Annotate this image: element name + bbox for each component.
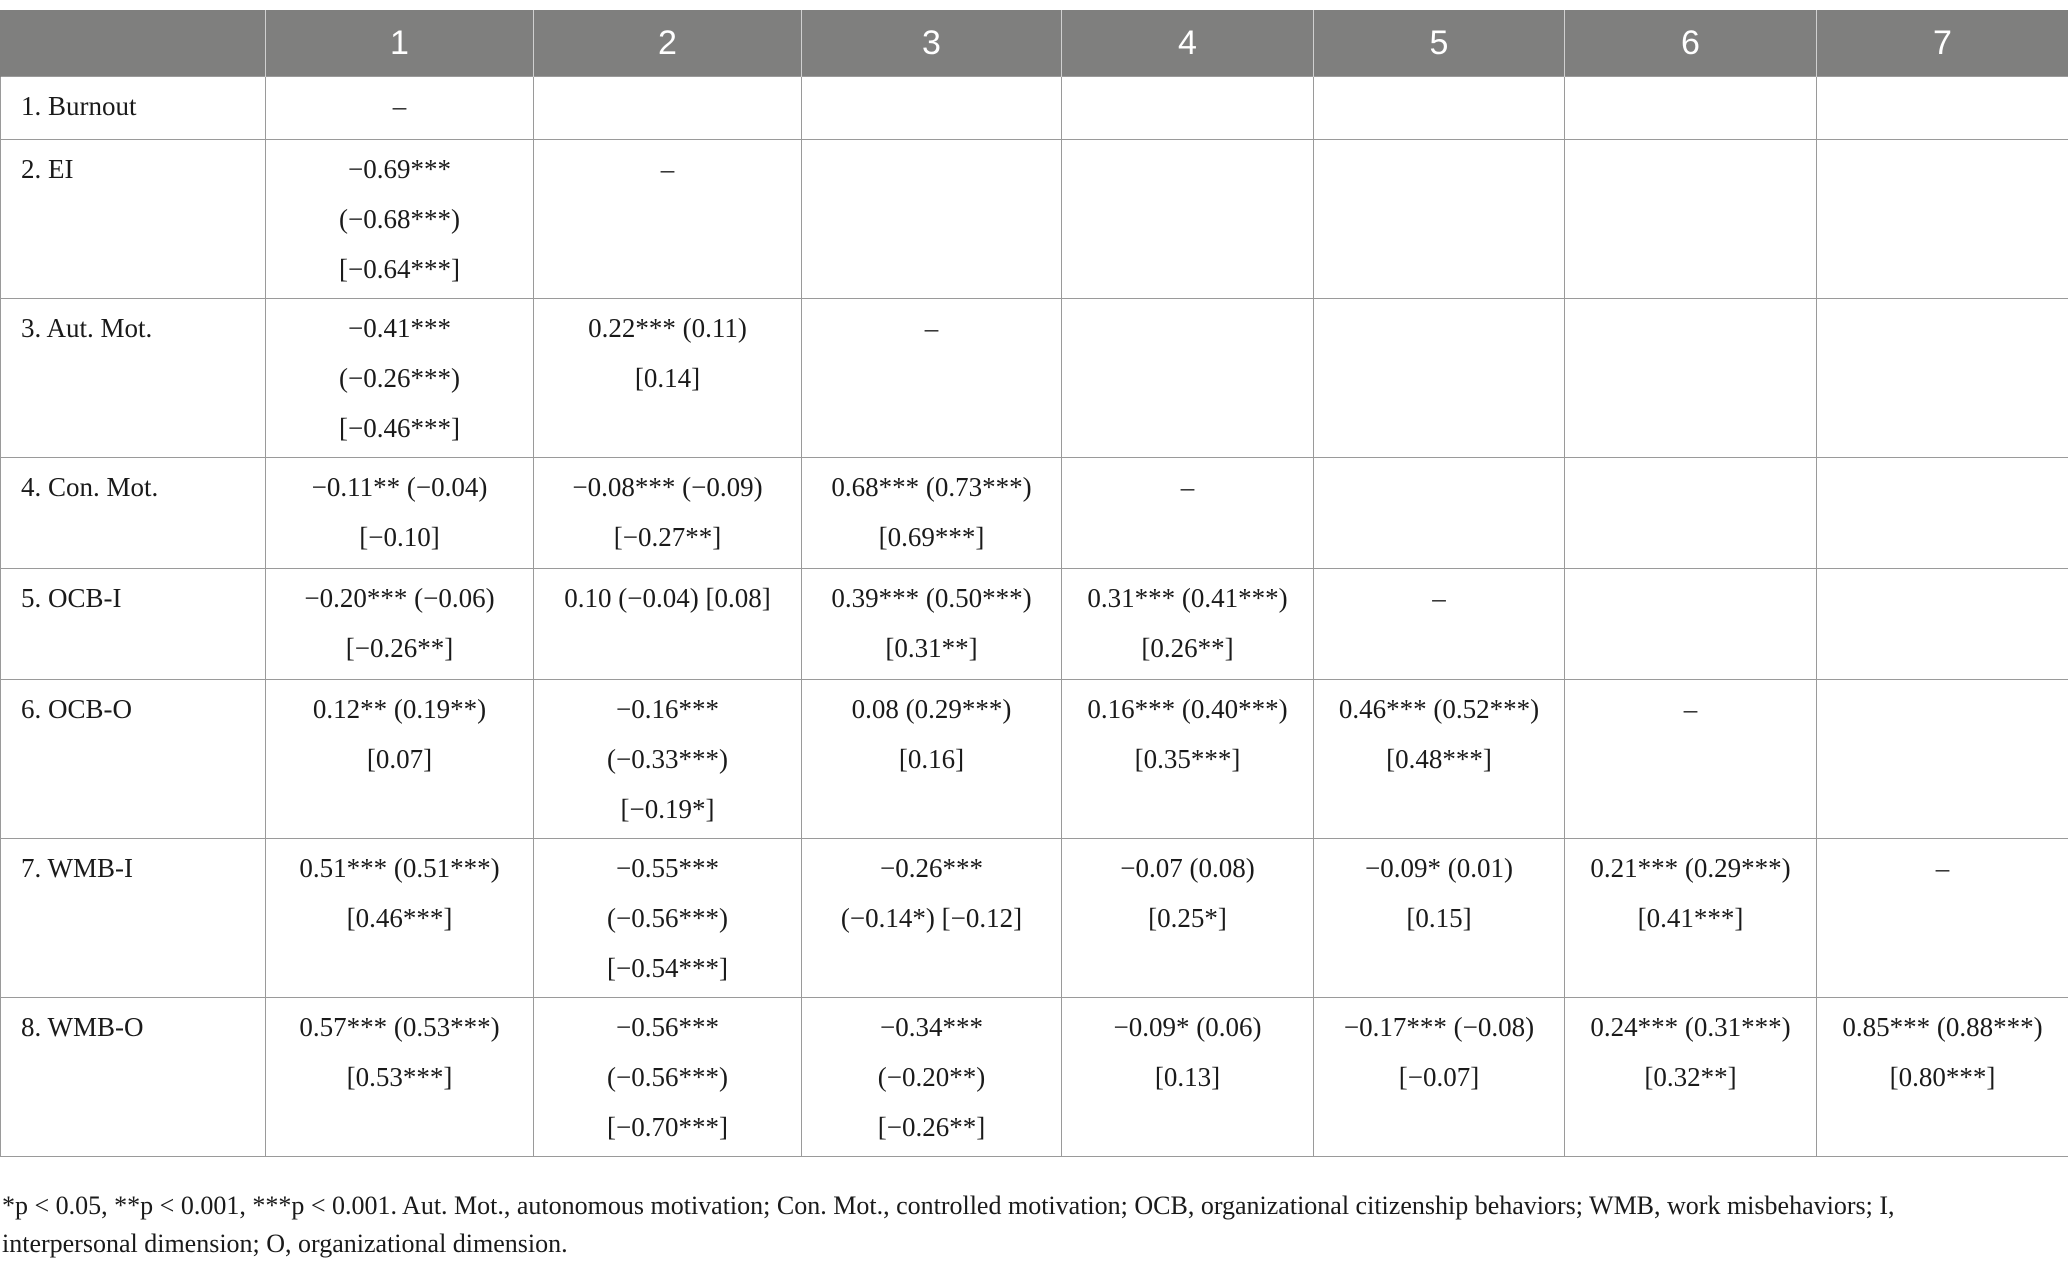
cell-value-line: (−0.68***) bbox=[339, 204, 460, 234]
header-row bbox=[1, 10, 2068, 77]
cell-value-line: [0.14] bbox=[634, 363, 701, 393]
cell-value-line: −0.34*** bbox=[880, 1012, 983, 1042]
cell-value-line: 0.51*** (0.51***) bbox=[299, 853, 500, 883]
cell-value-line: [0.46***] bbox=[346, 903, 453, 933]
cell-value-line: 0.22*** (0.11) bbox=[588, 313, 747, 343]
correlation-cell bbox=[1817, 77, 2068, 140]
correlation-cell bbox=[266, 998, 534, 1157]
correlation-cell bbox=[534, 299, 802, 458]
cell-value-line: −0.09* (0.01) bbox=[1365, 853, 1513, 883]
cell-value-line: [−0.64***] bbox=[339, 254, 460, 284]
correlation-cell bbox=[802, 299, 1062, 458]
correlation-cell bbox=[1314, 680, 1565, 839]
correlation-cell bbox=[1817, 998, 2068, 1157]
cell-value-line: 0.21*** (0.29***) bbox=[1590, 853, 1791, 883]
cell-value-line: (−0.14*) [−0.12] bbox=[840, 903, 1023, 933]
cell-value-line: 0.85*** (0.88***) bbox=[1842, 1012, 2043, 1042]
cell-value-line: [−0.19*] bbox=[620, 794, 715, 824]
cell-value-line: −0.16*** bbox=[616, 694, 719, 724]
table-row bbox=[1, 299, 2068, 458]
correlation-cell bbox=[534, 569, 802, 680]
cell-value-line: 0.08 (0.29***) bbox=[851, 694, 1012, 724]
cell-value-line: 0.68*** (0.73***) bbox=[831, 472, 1032, 502]
correlation-cell bbox=[802, 998, 1062, 1157]
correlation-cell bbox=[1062, 569, 1314, 680]
cell-value-line: 0.46*** (0.52***) bbox=[1338, 694, 1540, 724]
cell-value-line: [0.53***] bbox=[346, 1062, 453, 1092]
cell-value-line: [0.48***] bbox=[1386, 744, 1492, 774]
cell-value-line: (−0.33***) bbox=[607, 744, 728, 774]
header-cell-corner bbox=[1, 10, 266, 77]
correlation-cell bbox=[534, 140, 802, 299]
correlation-cell bbox=[802, 839, 1062, 998]
correlation-cell bbox=[1314, 839, 1565, 998]
correlation-cell bbox=[1565, 569, 1817, 680]
correlation-cell bbox=[802, 458, 1062, 569]
correlation-cell bbox=[534, 839, 802, 998]
row-label: 2. EI bbox=[1, 140, 266, 299]
row-label: 8. WMB-O bbox=[1, 998, 266, 1157]
table-row bbox=[1, 458, 2068, 569]
row-label: 5. OCB-I bbox=[1, 569, 266, 680]
cell-value-line: −0.41*** bbox=[348, 313, 451, 343]
cell-value-line: −0.55*** bbox=[616, 853, 719, 883]
cell-value-line: [−0.70***] bbox=[607, 1112, 728, 1142]
cell-value-line: (−0.26***) bbox=[339, 363, 460, 393]
correlation-cell bbox=[1565, 680, 1817, 839]
cell-value-line: 0.31*** (0.41***) bbox=[1087, 583, 1288, 613]
cell-value-line: [−0.26**] bbox=[877, 1112, 986, 1142]
cell-value-line: [0.15] bbox=[1406, 903, 1472, 933]
correlation-cell bbox=[1314, 140, 1565, 299]
cell-value-line: [0.25*] bbox=[1148, 903, 1227, 933]
row-label: 6. OCB-O bbox=[1, 680, 266, 839]
correlation-cell bbox=[1817, 458, 2068, 569]
row-label: 7. WMB-I bbox=[1, 839, 266, 998]
row-label: 4. Con. Mot. bbox=[1, 458, 266, 569]
correlation-cell bbox=[802, 140, 1062, 299]
header-cell-2: 2 bbox=[534, 10, 802, 77]
cell-value-line: (−0.20**) bbox=[877, 1062, 986, 1092]
header-cell-5: 5 bbox=[1314, 10, 1565, 77]
cell-value-line: [−0.07] bbox=[1398, 1062, 1480, 1092]
correlation-cell bbox=[1565, 77, 1817, 140]
cell-value-line: [−0.46***] bbox=[339, 413, 460, 443]
footnote-line-1: *p < 0.05, **p < 0.001, ***p < 0.001. Aut. Mot., autonomous motivation; Con. Mot., controlled motivation; OCB, organizational citizenship behaviors; WMB, work misbehaviors; I, bbox=[2, 1191, 1895, 1220]
cell-value-line: [−0.54***] bbox=[607, 953, 728, 983]
correlation-cell bbox=[266, 299, 534, 458]
header-cell-7: 7 bbox=[1817, 10, 2068, 77]
correlation-cell bbox=[1314, 569, 1565, 680]
cell-value-line: −0.09* (0.06) bbox=[1113, 1012, 1262, 1042]
cell-value-line: [0.32**] bbox=[1644, 1062, 1737, 1092]
correlation-cell bbox=[266, 569, 534, 680]
cell-value-line: [0.16] bbox=[898, 744, 965, 774]
correlation-cell bbox=[1817, 569, 2068, 680]
correlation-cell bbox=[1817, 680, 2068, 839]
cell-value-line: [0.26**] bbox=[1141, 633, 1234, 663]
table-row bbox=[1, 680, 2068, 839]
correlation-cell bbox=[1314, 77, 1565, 140]
row-label: 3. Aut. Mot. bbox=[1, 299, 266, 458]
correlation-cell bbox=[1062, 458, 1314, 569]
cell-value-line: – bbox=[1683, 694, 1698, 724]
cell-value-line: 0.24*** (0.31***) bbox=[1590, 1012, 1791, 1042]
correlation-cell bbox=[1062, 77, 1314, 140]
correlation-cell bbox=[802, 680, 1062, 839]
cell-value-line: [−0.27**] bbox=[613, 522, 722, 552]
correlation-cell bbox=[534, 458, 802, 569]
cell-value-line: – bbox=[924, 313, 939, 343]
cell-value-line: [−0.10] bbox=[359, 522, 440, 552]
cell-value-line: 0.39*** (0.50***) bbox=[831, 583, 1032, 613]
correlation-cell bbox=[266, 680, 534, 839]
correlation-cell bbox=[534, 998, 802, 1157]
cell-value-line: −0.11** (−0.04) bbox=[311, 472, 488, 502]
correlation-cell bbox=[266, 77, 534, 140]
cell-value-line: 0.12** (0.19**) bbox=[312, 694, 487, 724]
correlation-cell bbox=[1062, 839, 1314, 998]
header-cell-4: 4 bbox=[1062, 10, 1314, 77]
cell-value-line: 0.57*** (0.53***) bbox=[299, 1012, 500, 1042]
table-row bbox=[1, 77, 2068, 140]
correlation-cell bbox=[534, 77, 802, 140]
header-cell-6: 6 bbox=[1565, 10, 1817, 77]
cell-value-line: [0.31**] bbox=[885, 633, 978, 663]
cell-value-line: – bbox=[1180, 472, 1195, 502]
table-body bbox=[1, 77, 2068, 1157]
cell-value-line: −0.07 (0.08) bbox=[1120, 853, 1255, 883]
cell-value-line: −0.26*** bbox=[880, 853, 983, 883]
correlation-cell bbox=[1314, 458, 1565, 569]
correlation-cell bbox=[1817, 140, 2068, 299]
correlation-table-container bbox=[0, 10, 2068, 1157]
correlation-table bbox=[0, 10, 2068, 1157]
correlation-cell bbox=[266, 458, 534, 569]
correlation-cell bbox=[1314, 299, 1565, 458]
correlation-cell bbox=[802, 569, 1062, 680]
table-row bbox=[1, 998, 2068, 1157]
cell-value-line: −0.20*** (−0.06) bbox=[304, 583, 495, 613]
cell-value-line: – bbox=[1432, 583, 1446, 613]
cell-value-line: 0.16*** (0.40***) bbox=[1087, 694, 1288, 724]
cell-value-line: – bbox=[1935, 853, 1950, 883]
correlation-cell bbox=[1062, 299, 1314, 458]
correlation-cell bbox=[266, 140, 534, 299]
correlation-cell bbox=[1817, 839, 2068, 998]
correlation-cell bbox=[1565, 998, 1817, 1157]
cell-value-line: [0.07] bbox=[366, 744, 433, 774]
cell-value-line: −0.69*** bbox=[348, 154, 451, 184]
correlation-cell bbox=[266, 839, 534, 998]
correlation-cell bbox=[1062, 140, 1314, 299]
correlation-cell bbox=[1062, 680, 1314, 839]
cell-value-line: [0.69***] bbox=[878, 522, 985, 552]
cell-value-line: (−0.56***) bbox=[607, 903, 728, 933]
header-cell-3: 3 bbox=[802, 10, 1062, 77]
cell-value-line: [−0.26**] bbox=[345, 633, 454, 663]
cell-value-line: −0.08*** (−0.09) bbox=[572, 472, 763, 502]
cell-value-line: 0.10 (−0.04) [0.08] bbox=[564, 583, 771, 613]
correlation-cell bbox=[1565, 839, 1817, 998]
correlation-cell bbox=[802, 77, 1062, 140]
correlation-cell bbox=[1062, 998, 1314, 1157]
correlation-cell bbox=[1565, 140, 1817, 299]
correlation-cell bbox=[1565, 458, 1817, 569]
cell-value-line: −0.17*** (−0.08) bbox=[1343, 1012, 1535, 1042]
cell-value-line: [0.13] bbox=[1154, 1062, 1221, 1092]
correlation-cell bbox=[1565, 299, 1817, 458]
table-row bbox=[1, 839, 2068, 998]
footnote-line-2: interpersonal dimension; O, organizational dimension. bbox=[2, 1229, 568, 1258]
header-cell-1: 1 bbox=[266, 10, 534, 77]
cell-value-line: – bbox=[660, 154, 675, 184]
cell-value-line: −0.56*** bbox=[616, 1012, 719, 1042]
table-footnote bbox=[2, 1187, 2062, 1263]
table-row bbox=[1, 140, 2068, 299]
correlation-cell bbox=[1817, 299, 2068, 458]
table-row bbox=[1, 569, 2068, 680]
correlation-cell bbox=[534, 680, 802, 839]
cell-value-line: [0.80***] bbox=[1889, 1062, 1996, 1092]
cell-value-line: (−0.56***) bbox=[607, 1062, 728, 1092]
cell-value-line: – bbox=[392, 91, 407, 121]
cell-value-line: [0.35***] bbox=[1134, 744, 1241, 774]
correlation-cell bbox=[1314, 998, 1565, 1157]
row-label: 1. Burnout bbox=[1, 77, 266, 140]
cell-value-line: [0.41***] bbox=[1637, 903, 1744, 933]
